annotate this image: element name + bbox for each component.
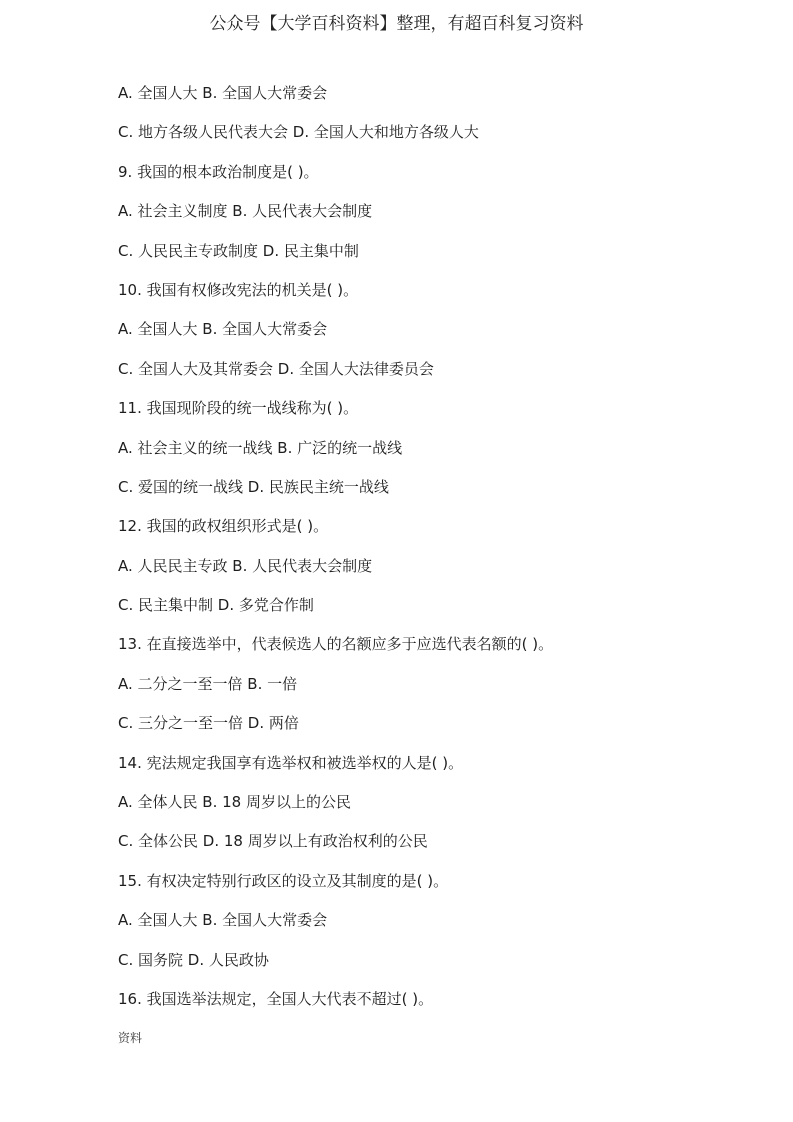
option-line: A. 二分之一至一倍 B. 一倍 xyxy=(118,674,298,693)
question-line: 12. 我国的政权组织形式是( )。 xyxy=(118,517,329,536)
question-line: 10. 我国有权修改宪法的机关是( )。 xyxy=(118,280,359,299)
question-line: 13. 在直接选举中，代表候选人的名额应多于应选代表名额的( )。 xyxy=(118,635,554,654)
text-line: C. 地方各级人民代表大会 D. 全国人大和地方各级人大 xyxy=(118,123,479,142)
option-line: C. 全国人大及其常委会 D. 全国人大法律委员会 xyxy=(118,359,434,378)
option-line: A. 全国人大 B. 全国人大常委会 xyxy=(118,320,328,339)
question-line: 11. 我国现阶段的统一战线称为( )。 xyxy=(118,399,359,418)
question-line: 9. 我国的根本政治制度是( )。 xyxy=(118,162,319,181)
option-line: A. 社会主义制度 B. 人民代表大会制度 xyxy=(118,202,373,221)
text-line: A. 全国人大 B. 全国人大常委会 xyxy=(118,84,328,102)
question-line: 16. 我国选举法规定，全国人大代表不超过( )。 xyxy=(118,989,434,1008)
option-line: C. 爱国的统一战线 D. 民族民主统一战线 xyxy=(118,477,389,496)
document-body xyxy=(118,80,758,1025)
option-line: A. 全国人大 B. 全国人大常委会 xyxy=(118,911,328,930)
question-line: 15. 有权决定特别行政区的设立及其制度的是( )。 xyxy=(118,871,449,890)
option-line: C. 民主集中制 D. 多党合作制 xyxy=(118,596,314,615)
option-line: C. 三分之一至一倍 D. 两倍 xyxy=(118,714,299,733)
question-line: 14. 宪法规定我国享有选举权和被选举权的人是( )。 xyxy=(118,753,464,772)
option-line: A. 社会主义的统一战线 B. 广泛的统一战线 xyxy=(118,438,403,457)
option-line: A. 全体人民 B. 18 周岁以上的公民 xyxy=(118,793,351,812)
option-line: C. 全体公民 D. 18 周岁以上有政治权利的公民 xyxy=(118,832,428,851)
option-line: C. 人民民主专政制度 D. 民主集中制 xyxy=(118,241,359,260)
option-line: C. 国务院 D. 人民政协 xyxy=(118,950,269,969)
page-footer: 资料 xyxy=(118,1031,143,1045)
option-line: A. 人民民主专政 B. 人民代表大会制度 xyxy=(118,556,373,575)
page-header: 公众号【大学百科资料】整理，有超百科复习资料 xyxy=(209,14,584,34)
